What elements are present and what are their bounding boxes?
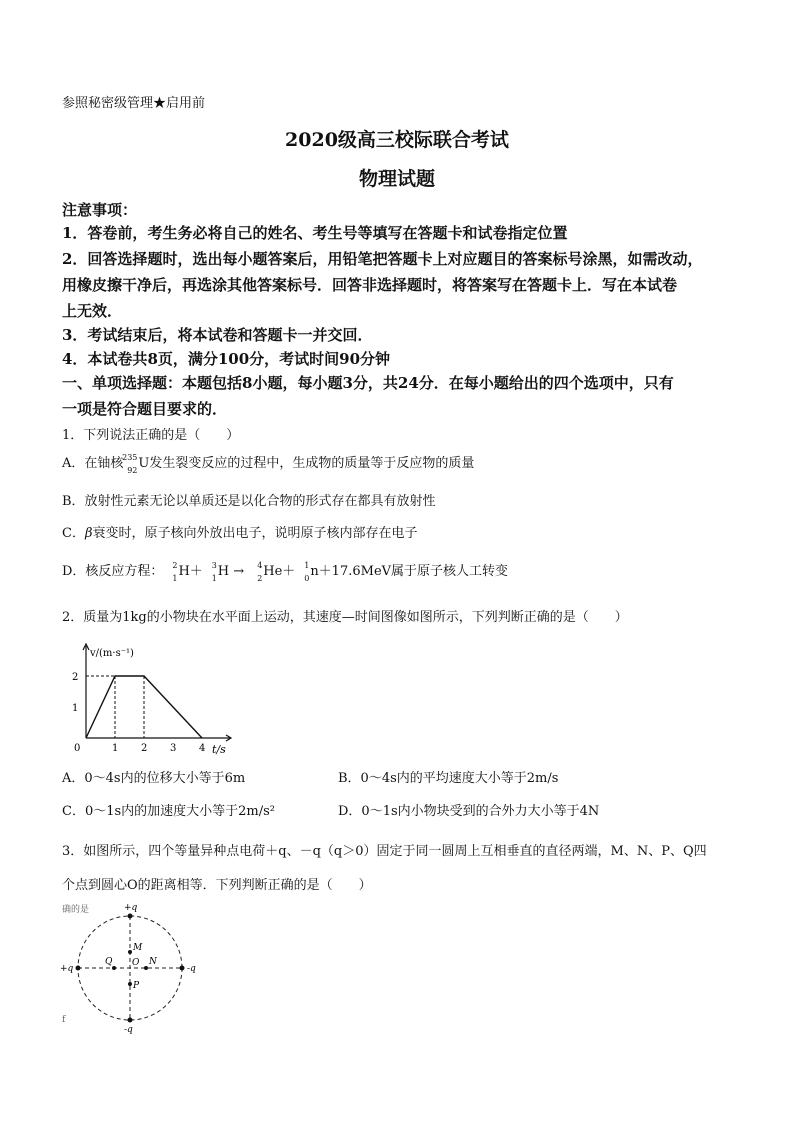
confidential-label: 参照秘密级管理★启用前 [62, 96, 206, 111]
atomic-number: 1 [211, 573, 217, 583]
x-tick-label: 2 [141, 743, 148, 754]
subject-title: 物理试题 [358, 168, 435, 190]
atomic-number: 92 [127, 465, 138, 475]
q3-stem-line1: 3．如图所示，四个等量异种点电荷＋q、－q（q＞0）固定于同一圆周上互相垂直的直径两端，M、N、P、Q四 [62, 844, 707, 859]
q1-a-prefix: A．在铀核 [62, 456, 124, 471]
q2-option-d: D．0～1s内小物块受到的合外力大小等于4N [338, 804, 600, 819]
beta-symbol: β [84, 526, 93, 541]
label-right-charge: -q [187, 964, 196, 974]
y-tick-label: 1 [72, 703, 79, 714]
q2-stem: 2．质量为1kg的小物块在水平面上运动，其速度—时间图像如图所示，下列判断正确的是（ ） [62, 610, 628, 625]
clipped-text-bottom: f [62, 1015, 66, 1025]
q1-option-a [62, 452, 474, 476]
h2-nuclide [163, 561, 177, 583]
mass-number: 235 [122, 452, 138, 462]
mass-number: 2 [172, 560, 178, 570]
q1-a-text: 发生裂变反应的过程中，生成物的质量等于反应物的质量 [149, 456, 475, 471]
notes-item: 用橡皮擦干净后，再选涂其他答案标号．回答非选择题时，将答案写在答题卡上．写在本试卷 [62, 276, 678, 294]
x-axis-label: t/s [212, 743, 226, 756]
section-heading-cont: 一项是符合题目要求的． [62, 400, 228, 418]
notes-item: 1．答卷前，考生务必将自己的姓名、考生号等填写在答题卡和试卷指定位置 [62, 224, 568, 242]
mass-number: 1 [304, 560, 310, 570]
element-symbol: U [138, 456, 150, 471]
notes-heading: 注意事项： [62, 201, 138, 219]
q1-stem: 1．下列说法正确的是（ ） [62, 428, 240, 443]
charge-right [180, 966, 185, 971]
q1-c-text: 衰变时，原子核向外放出电子，说明原子核内部存在电子 [92, 526, 418, 541]
x-tick-label: 1 [112, 743, 119, 754]
point-q [112, 966, 116, 970]
q1-c-prefix: C． [62, 526, 85, 541]
q3-stem-line2: 个点到圆心O的距离相等．下列判断正确的是（ ） [62, 878, 372, 893]
x-tick-label: 4 [199, 743, 206, 754]
notes-item: 4．本试卷共8页，满分100分，考试时间90分钟 [62, 350, 391, 368]
exam-title: 2020级高三校际联合考试 [285, 129, 509, 151]
q1-d-prefix: D．核反应方程： [62, 564, 164, 579]
mass-number: 3 [211, 560, 217, 570]
y-tick-label: 2 [72, 672, 79, 683]
y-axis-label: v/(m·s⁻¹) [90, 648, 134, 659]
charge-circle-diagram [58, 898, 218, 1036]
point-m [128, 950, 132, 954]
neutron-nuclide [295, 561, 309, 583]
notes-item: 3．考试结束后，将本试卷和答题卡一并交回． [62, 326, 373, 344]
label-left-charge: +q [60, 964, 74, 974]
equation-term: H＋ [178, 564, 203, 579]
q2-option-b: B．0～4s内的平均速度大小等于2m/s [338, 771, 559, 786]
equation-term: n＋17.6MeV [310, 564, 392, 579]
atomic-number: 0 [304, 573, 310, 583]
q1-option-c [62, 522, 417, 541]
x-tick-label: 3 [170, 743, 177, 754]
label-q: Q [105, 957, 113, 967]
notes-item: 上无效． [62, 302, 123, 320]
clipped-text-top: 确的是 [62, 905, 90, 915]
q2-option-c: C．0～1s内的加速度大小等于2m/s² [62, 804, 276, 819]
h3-nuclide [203, 561, 217, 583]
he4-nuclide [248, 561, 262, 583]
q1-option-b: B．放射性元素无论以单质还是以化合物的形式存在都具有放射性 [62, 494, 436, 509]
q1-d-text: 属于原子核人工转变 [391, 564, 509, 579]
section-heading: 一、单项选择题：本题包括8小题，每小题3分，共24分．在每小题给出的四个选项中，只有 [62, 374, 674, 392]
charge-top [128, 914, 133, 919]
equation-term: He＋ [263, 564, 296, 579]
velocity-time-chart [62, 638, 242, 756]
notes-item: 2．回答选择题时，选出每小题答案后，用铅笔把答题卡上对应题目的答案标号涂黑，如需改动， [62, 250, 703, 268]
q2-option-a: A．0～4s内的位移大小等于6m [62, 771, 246, 786]
mass-number: 4 [257, 560, 263, 570]
label-o: O [132, 958, 140, 968]
point-n [144, 966, 148, 970]
q1-option-d [62, 560, 508, 584]
x-tick-label: 0 [74, 743, 81, 754]
label-top-charge: +q [124, 903, 138, 913]
atomic-number: 1 [172, 573, 178, 583]
point-p [128, 982, 132, 986]
label-m: M [133, 943, 143, 953]
charge-bottom [128, 1018, 133, 1023]
u235-nuclide [123, 453, 137, 475]
label-bottom-charge: -q [124, 1025, 133, 1035]
atomic-number: 2 [257, 573, 263, 583]
label-p: P [133, 981, 140, 991]
equation-term: H → [217, 564, 249, 579]
label-n: N [149, 957, 157, 967]
charge-left [76, 966, 81, 971]
